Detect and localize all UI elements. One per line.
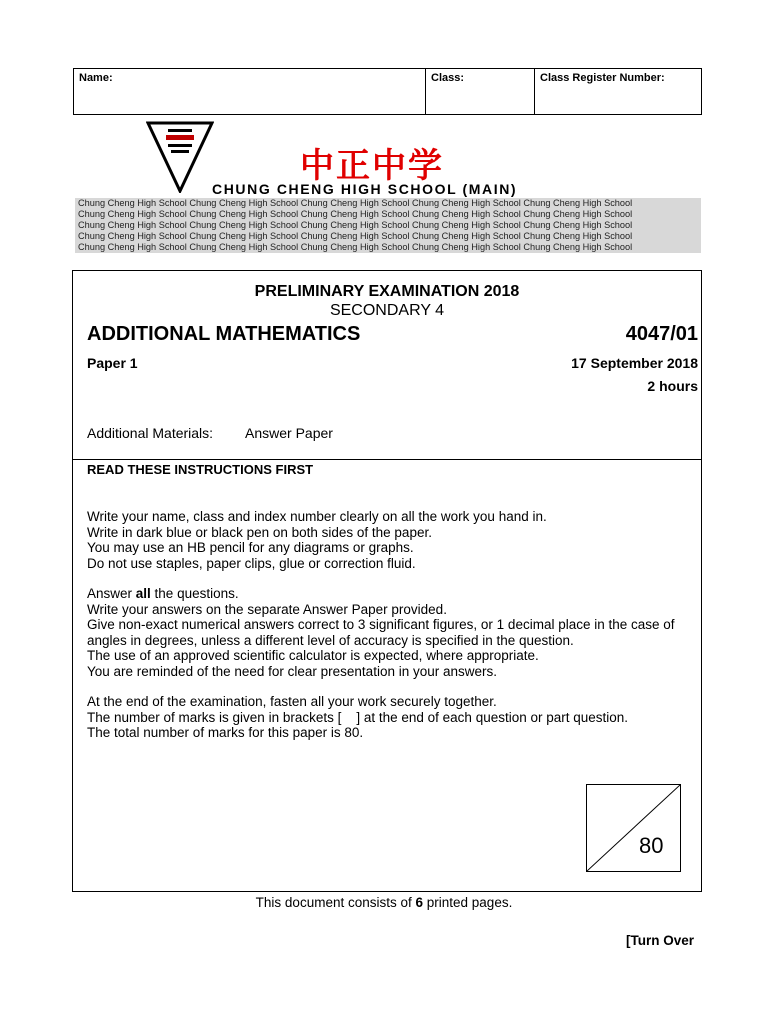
answer-emphasis: all xyxy=(135,586,151,601)
page-count-number: 6 xyxy=(415,895,424,910)
instruction-line: The number of marks is given in brackets [ ] at the end of each question or part question. xyxy=(87,709,629,725)
instructions-paragraph-answering xyxy=(87,586,699,679)
class-label: Class: xyxy=(431,72,465,84)
watermark-line: Chung Cheng High School Chung Cheng High School Chung Cheng High School Chung Cheng High School Chung Cheng High School xyxy=(78,231,633,241)
answer-prefix: Answer xyxy=(87,586,136,601)
instruction-line: Write your name, class and index number clearly on all the work you hand in. xyxy=(87,509,547,524)
exam-level: SECONDARY 4 xyxy=(329,302,445,319)
instruction-line: The use of an approved scientific calculator is expected, where appropriate. xyxy=(87,648,539,663)
materials-value: Answer Paper xyxy=(245,425,333,441)
student-details-table xyxy=(73,68,702,115)
page-count-prefix: This document consists of xyxy=(255,895,416,910)
school-chinese-name: 中正中学 xyxy=(300,146,444,186)
instruction-line xyxy=(87,586,699,602)
instruction-line: Give non-exact numerical answers correct to 3 significant figures, or 1 decimal place in the case of xyxy=(87,617,675,632)
watermark-line: Chung Cheng High School Chung Cheng High School Chung Cheng High School Chung Cheng High School Chung Cheng High School xyxy=(78,209,633,219)
class-field[interactable] xyxy=(426,69,535,114)
instruction-line: The total number of marks for this paper is 80. xyxy=(87,725,364,740)
section-divider xyxy=(72,459,702,460)
register-number-field[interactable] xyxy=(535,69,701,114)
watermark-line: Chung Cheng High School Chung Cheng High School Chung Cheng High School Chung Cheng High School Chung Cheng High School xyxy=(78,242,633,252)
watermark-line: Chung Cheng High School Chung Cheng High School Chung Cheng High School Chung Cheng High School Chung Cheng High School xyxy=(78,198,633,208)
page-count-suffix: printed pages. xyxy=(423,895,513,910)
materials-label: Additional Materials: xyxy=(87,425,214,441)
school-english-name: CHUNG CHENG HIGH SCHOOL (MAIN) xyxy=(212,181,518,197)
school-crest-icon xyxy=(146,121,214,193)
register-number-label: Class Register Number: xyxy=(540,72,665,84)
instruction-line: You may use an HB pencil for any diagrams or graphs. xyxy=(87,540,414,555)
marks-box-diagonal xyxy=(587,785,680,871)
instruction-line: angles in degrees, unless a different level of accuracy is specified in the question. xyxy=(87,632,574,648)
name-label: Name: xyxy=(79,72,113,84)
turn-over-note: [Turn Over xyxy=(625,933,694,948)
instructions-heading: READ THESE INSTRUCTIONS FIRST xyxy=(87,462,314,477)
subject-code: 4047/01 xyxy=(625,323,698,345)
school-name-watermark-strip xyxy=(75,198,701,253)
instruction-line: At the end of the examination, fasten all your work securely together. xyxy=(87,694,497,709)
paper-number: Paper 1 xyxy=(87,355,138,371)
name-field[interactable] xyxy=(74,69,426,114)
instructions-paragraph-submission xyxy=(87,694,699,741)
exam-date: 17 September 2018 xyxy=(571,355,698,371)
watermark-line: Chung Cheng High School Chung Cheng High School Chung Cheng High School Chung Cheng High School Chung Cheng High School xyxy=(78,220,633,230)
page-count-note xyxy=(0,895,768,910)
marks-box xyxy=(586,784,681,872)
total-marks: 80 xyxy=(639,833,664,858)
exam-duration: 2 hours xyxy=(647,378,698,394)
exam-title: PRELIMINARY EXAMINATION 2018 xyxy=(254,283,520,300)
instruction-line: Do not use staples, paper clips, glue or correction fluid. xyxy=(87,555,416,571)
subject-title: ADDITIONAL MATHEMATICS xyxy=(87,323,361,345)
instructions-paragraph-general xyxy=(87,509,699,571)
instruction-line: You are reminded of the need for clear presentation in your answers. xyxy=(87,663,497,679)
answer-suffix: the questions. xyxy=(150,586,239,601)
instruction-line: Write in dark blue or black pen on both sides of the paper. xyxy=(87,524,432,540)
instruction-line: Write your answers on the separate Answer Paper provided. xyxy=(87,601,447,617)
